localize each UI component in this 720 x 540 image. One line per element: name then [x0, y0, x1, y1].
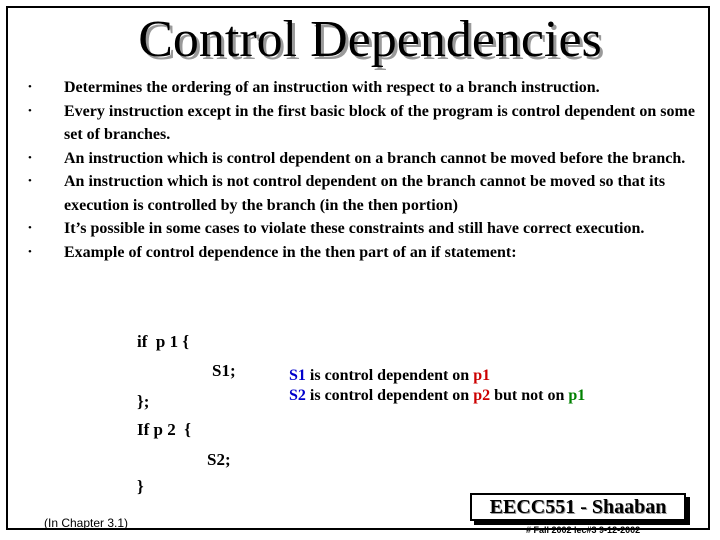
code-s2: S2; [207, 450, 231, 469]
bullet-icon: • [28, 175, 32, 187]
bullet-item [28, 147, 698, 171]
lecture-info: # Fall 2002 lec#3 9-12-2002 [526, 525, 641, 535]
bullet-icon: • [28, 151, 32, 164]
note-s1-text: is control dependent on [305, 367, 474, 384]
dependence-notes [289, 366, 585, 406]
course-footer-box: EECC551 - Shaaban [470, 493, 686, 521]
note-s2-text: is control dependent on [305, 387, 474, 404]
note-s2-tail: but not on [490, 387, 569, 404]
slide-title: Control Dependencies [138, 11, 602, 68]
bullet-list [28, 76, 698, 264]
bullet-icon: • [28, 222, 32, 234]
bullet-text: Example of control dependence in the then part of an if statement: [64, 243, 517, 261]
note-s2-other-pred: p1 [568, 387, 586, 404]
bullet-item [28, 217, 698, 241]
bullet-icon: • [28, 104, 32, 117]
bullet-text: An instruction which is not control dependent on the branch cannot be moved so that its execution is controlled by the branch (in the then portion) [64, 173, 666, 214]
chapter-reference: (In Chapter 3.1) [44, 516, 129, 530]
note-s2 [289, 386, 585, 406]
note-s1-pred: p1 [473, 367, 491, 384]
bullet-text: Determines the ordering of an instruction with respect to a branch instruction. [64, 79, 600, 96]
bullet-item [28, 170, 698, 217]
code-close-if: }; [137, 392, 150, 411]
bullet-item [28, 76, 698, 100]
bullet-text: An instruction which is control dependent on a branch cannot be moved before the branch. [64, 149, 686, 167]
bullet-item [28, 100, 698, 147]
note-s1-stmt: S1 [289, 367, 306, 384]
bullet-text: It’s possible in some cases to violate these constraints and still have correct execution. [64, 220, 645, 237]
bullet-icon: • [28, 81, 32, 93]
note-s2-pred: p2 [473, 387, 491, 404]
bullet-item [28, 241, 698, 265]
note-s2-stmt: S2 [289, 387, 306, 404]
code-if-p1: if p 1 { [137, 332, 190, 351]
bullet-icon: • [28, 245, 32, 258]
code-close-brace: } [137, 477, 144, 496]
bullet-text: Every instruction except in the first basic block of the program is control dependent on some set of branches. [64, 102, 695, 143]
code-s1: S1; [212, 361, 236, 380]
note-s1 [289, 366, 585, 386]
code-if-p2: If p 2 { [137, 420, 191, 439]
